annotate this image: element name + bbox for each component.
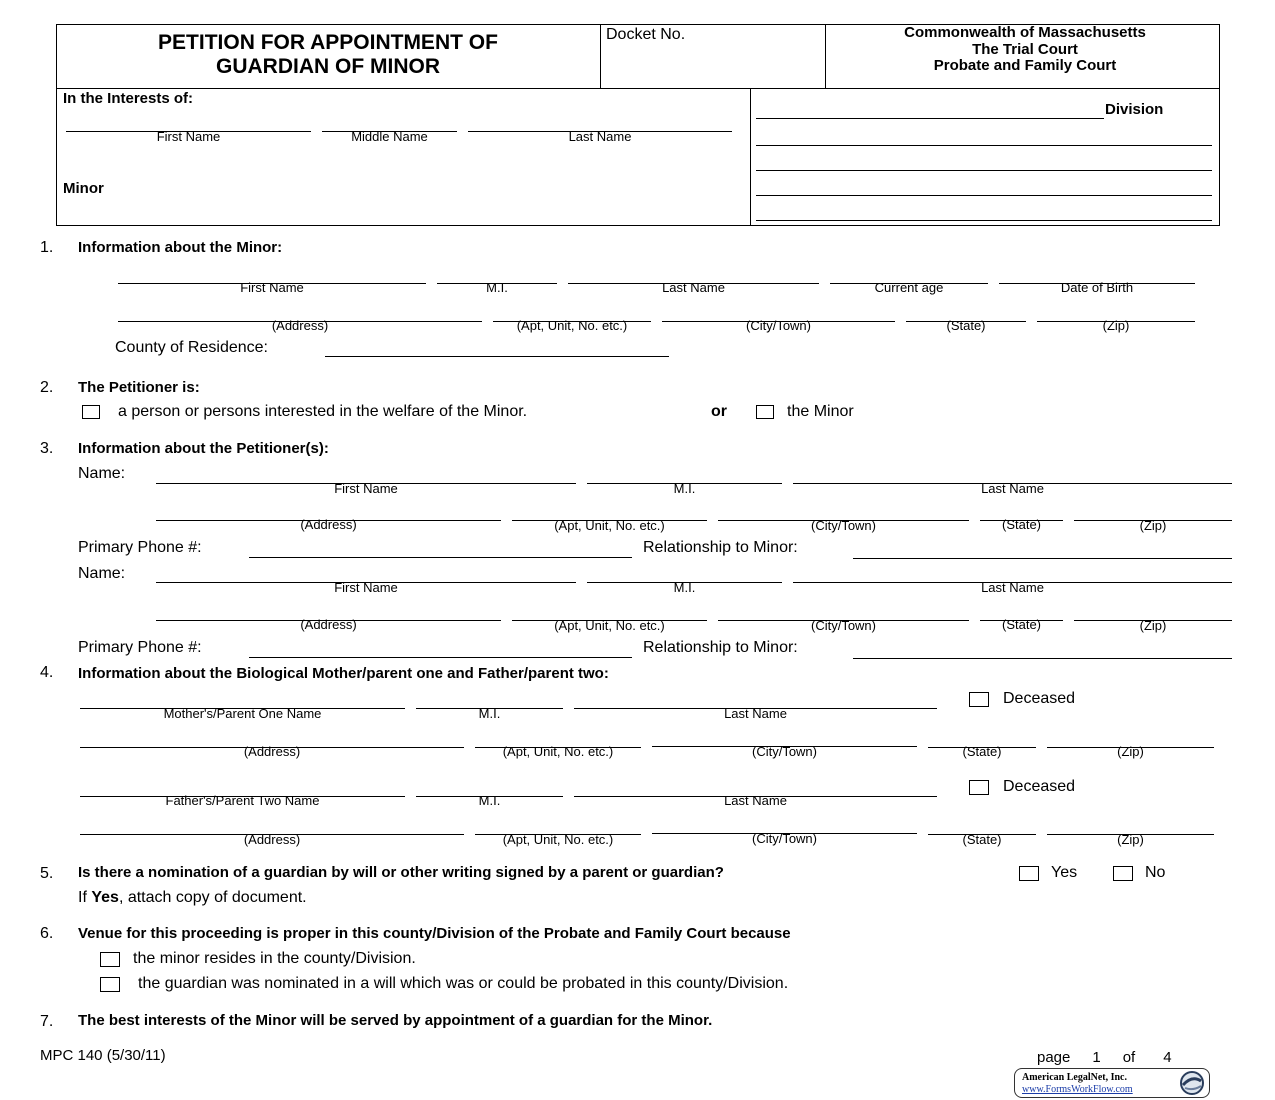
petitioner1-city-caption: (City/Town) <box>810 518 876 533</box>
mother-state-caption: (State) <box>962 744 1002 759</box>
section-6-title: Venue for this proceeding is proper in this county/Division of the Probate and Family Court because <box>78 925 791 942</box>
minor-zip-caption: (Zip) <box>1102 318 1130 333</box>
docket-label: Docket No. <box>606 26 686 43</box>
father-deceased-label: Deceased <box>1003 778 1076 795</box>
minor-mi-caption: M.I. <box>486 280 508 295</box>
petitioner1-apt-caption: (Apt, Unit, No. etc.) <box>554 518 665 533</box>
petitioner1-name-label: Name: <box>78 465 126 482</box>
or-label: or <box>711 403 727 420</box>
interests-first-caption: First Name <box>156 129 221 144</box>
petitioner2-first-caption: First Name <box>334 580 398 595</box>
petitioner2-relationship-label: Relationship to Minor: <box>643 639 798 656</box>
interests-last-caption: Last Name <box>568 129 632 144</box>
minor-city-caption: (City/Town) <box>745 318 811 333</box>
petitioner2-phone-label: Primary Phone #: <box>78 639 202 656</box>
petitioner2-relationship-line[interactable] <box>853 658 1232 659</box>
minor-state-caption: (State) <box>946 318 986 333</box>
mother-city-caption: (City/Town) <box>751 744 817 759</box>
petitioner2-last-caption: Last Name <box>981 580 1044 595</box>
petitioner1-phone-label: Primary Phone #: <box>78 539 202 556</box>
nomination-no-label: No <box>1145 864 1166 881</box>
page-indicator: page 1 of 4 <box>1037 1049 1172 1066</box>
division-line-5[interactable] <box>756 220 1212 221</box>
petitioner1-mi-caption: M.I. <box>673 481 696 496</box>
mother-deceased-label: Deceased <box>1003 690 1076 707</box>
father-mi-caption: M.I. <box>478 793 501 808</box>
petitioner1-first-caption: First Name <box>334 481 398 496</box>
section-5-question: Is there a nomination of a guardian by will or other writing signed by a parent or guardian? <box>78 864 724 881</box>
minor-last-caption: Last Name <box>662 280 725 295</box>
section-7-title: The best interests of the Minor will be served by appointment of a guardian for the Minor. <box>78 1012 713 1029</box>
nomination-yes-checkbox[interactable] <box>1019 866 1039 881</box>
nomination-yes-label: Yes <box>1051 864 1078 881</box>
minor-first-caption: First Name <box>240 280 304 295</box>
interests-label: In the Interests of: <box>63 90 194 107</box>
father-name-caption: Father's/Parent Two Name <box>165 793 320 808</box>
venue-will-checkbox[interactable] <box>100 977 120 992</box>
venue-resides-label: the minor resides in the county/Division. <box>133 950 416 967</box>
petitioner-minor-label: the Minor <box>787 403 854 420</box>
interests-middle-caption: Middle Name <box>351 129 428 144</box>
petitioner2-name-label: Name: <box>78 565 126 582</box>
father-zip-caption: (Zip) <box>1117 832 1144 847</box>
mother-last-caption: Last Name <box>724 706 787 721</box>
section-1-title: Information about the Minor: <box>78 239 283 256</box>
mother-zip-caption: (Zip) <box>1117 744 1144 759</box>
section-3-number: 3. <box>40 440 54 457</box>
section-1-number: 1. <box>40 239 54 256</box>
minor-apt-caption: (Apt, Unit, No. etc.) <box>516 318 628 333</box>
interests-box <box>56 88 1220 226</box>
court-name: Commonwealth of Massachusetts The Trial Court Probate and Family Court <box>904 24 1146 74</box>
brand-url: www.FormsWorkFlow.com <box>1022 1084 1133 1095</box>
mother-apt-caption: (Apt, Unit, No. etc.) <box>502 744 614 759</box>
mother-name-caption: Mother's/Parent One Name <box>163 706 322 721</box>
nomination-note: If Yes, attach copy of document. <box>78 889 307 906</box>
minor-dob-caption: Date of Birth <box>1060 280 1134 295</box>
section-6-number: 6. <box>40 925 54 942</box>
division-line-2[interactable] <box>756 145 1212 146</box>
county-line[interactable] <box>325 356 669 357</box>
petitioner-interested-label: a person or persons interested in the welfare of the Minor. <box>118 403 528 420</box>
father-city-caption: (City/Town) <box>751 831 817 846</box>
father-deceased-checkbox[interactable] <box>969 780 989 795</box>
nomination-no-checkbox[interactable] <box>1113 866 1133 881</box>
mother-mi-caption: M.I. <box>478 706 501 721</box>
venue-resides-checkbox[interactable] <box>100 952 120 967</box>
petitioner1-last-caption: Last Name <box>981 481 1044 496</box>
father-state-caption: (State) <box>962 832 1002 847</box>
form-title: PETITION FOR APPOINTMENT OF GUARDIAN OF MINOR <box>158 31 498 78</box>
section-2-number: 2. <box>40 379 54 396</box>
section-5-number: 5. <box>40 865 54 882</box>
mother-deceased-checkbox[interactable] <box>969 692 989 707</box>
petitioner1-relationship-label: Relationship to Minor: <box>643 539 798 556</box>
petitioner2-mi-caption: M.I. <box>673 580 696 595</box>
minor-address-caption: (Address) <box>271 318 329 333</box>
petitioner2-apt-caption: (Apt, Unit, No. etc.) <box>554 618 665 633</box>
section-3-title: Information about the Petitioner(s): <box>78 440 329 457</box>
petitioner1-phone-line[interactable] <box>249 557 632 558</box>
petitioner-minor-checkbox[interactable] <box>756 405 774 419</box>
petitioner1-zip-caption: (Zip) <box>1139 518 1167 533</box>
section-4-number: 4. <box>40 664 54 681</box>
division-line-4[interactable] <box>756 195 1212 196</box>
venue-will-label: the guardian was nominated in a will which was or could be probated in this county/Division. <box>138 975 789 992</box>
petitioner2-state-caption: (State) <box>1001 617 1041 632</box>
petitioner2-city-caption: (City/Town) <box>810 618 876 633</box>
petitioner1-address-caption: (Address) <box>300 517 357 532</box>
globe-icon <box>1177 1069 1207 1097</box>
division-line[interactable] <box>756 118 1104 119</box>
minor-label: Minor <box>63 180 104 197</box>
section-7-number: 7. <box>40 1013 54 1030</box>
minor-age-caption: Current age <box>874 280 944 295</box>
petitioner1-relationship-line[interactable] <box>853 558 1232 559</box>
section-2-title: The Petitioner is: <box>78 379 200 396</box>
father-address-caption: (Address) <box>243 832 301 847</box>
division-line-3[interactable] <box>756 170 1212 171</box>
brand-logo[interactable] <box>1014 1068 1210 1098</box>
division-label: Division <box>1105 101 1164 118</box>
father-apt-caption: (Apt, Unit, No. etc.) <box>502 832 614 847</box>
petitioner1-state-caption: (State) <box>1001 517 1041 532</box>
form-id: MPC 140 (5/30/11) <box>40 1047 166 1064</box>
brand-name: American LegalNet, Inc. <box>1022 1072 1127 1083</box>
father-last-caption: Last Name <box>724 793 787 808</box>
county-label: County of Residence: <box>115 339 268 356</box>
petitioner2-address-caption: (Address) <box>300 617 357 632</box>
petitioner2-phone-line[interactable] <box>249 657 632 658</box>
petitioner2-zip-caption: (Zip) <box>1139 618 1167 633</box>
petitioner-interested-checkbox[interactable] <box>82 405 100 419</box>
section-4-title: Information about the Biological Mother/parent one and Father/parent two: <box>78 665 609 682</box>
mother-address-caption: (Address) <box>243 744 301 759</box>
